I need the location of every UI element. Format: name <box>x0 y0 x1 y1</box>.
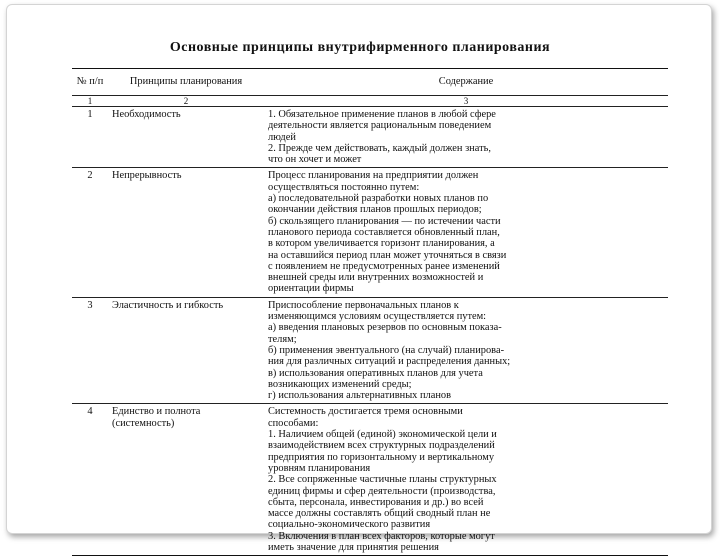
content-line: 2. Все сопряженные частичные планы структурных <box>268 474 497 486</box>
document-title: Основные принципы внутрифирменного планирования <box>169 40 551 55</box>
content-line: планового периода составляется обновленный план, <box>268 226 500 238</box>
table-row <box>72 168 668 297</box>
content-line: осуществляться постоянно путем: <box>268 181 420 193</box>
content-line: способами: <box>268 417 319 429</box>
content-line: Приспособление первоначальных планов к <box>268 299 459 311</box>
planning-principles-table <box>72 68 668 556</box>
column-index: 3 <box>264 96 668 107</box>
content-line: 3. Включения в план всех факторов, которые могут <box>268 530 495 542</box>
row-number: 4 <box>72 404 108 556</box>
content-line: в) использования оперативных планов для учета <box>268 367 483 379</box>
header-num: № п/п <box>72 69 108 96</box>
content-line: социально-экономического развития <box>268 519 431 531</box>
principle-name: Непрерывность <box>108 168 264 297</box>
principle-content <box>264 404 668 556</box>
content-line: 1. Обязательное применение планов в любой сфере <box>268 109 496 120</box>
row-number: 2 <box>72 168 108 297</box>
principle-content <box>264 107 668 168</box>
header-content: Содержание <box>264 69 668 96</box>
row-number: 3 <box>72 297 108 404</box>
content-line: изменяющимся условиям осуществляется путем: <box>268 311 487 323</box>
principle-name: Необходимость <box>108 107 264 168</box>
content-line: иметь значение для принятия решения <box>268 541 439 553</box>
content-line: 1. Наличием общей (единой) экономической цели и <box>268 429 497 441</box>
table-row <box>72 107 668 168</box>
content-line: б) скользящего планирования — по истечении части <box>268 215 501 227</box>
content-line: взаимодействием всех структурных подразделений <box>268 440 495 452</box>
content-line: в котором увеличивается горизонт планирования, а <box>268 238 495 250</box>
content-line: на оставшийся период план может уточняться в связи <box>268 249 507 261</box>
row-number: 1 <box>72 107 108 168</box>
column-index: 2 <box>108 96 264 107</box>
table-row <box>72 404 668 556</box>
content-line: предприятия по горизонтальному и вертикальному <box>268 451 495 463</box>
header-principle: Принципы планирования <box>108 69 264 96</box>
content-line: 2. Прежде чем действовать, каждый должен знать, <box>268 142 491 154</box>
content-line: массе должны составлять общий сводный план не <box>268 508 491 520</box>
content-line: людей <box>268 131 296 143</box>
content-line: уровням планирования <box>268 462 371 474</box>
content-line: что он хочет и может <box>268 154 362 166</box>
content-line: ния для различных ситуаций и распределения данных; <box>268 356 511 368</box>
column-index-row <box>72 96 668 107</box>
content-line: Процесс планирования на предприятии должен <box>268 170 479 182</box>
table-header-row <box>72 69 668 96</box>
table-row <box>72 297 668 404</box>
content-line: деятельности является рациональным поведением <box>268 120 492 132</box>
content-line: Системность достигается тремя основными <box>268 406 463 418</box>
content-line: б) применения эвентуального (на случай) планирова- <box>268 344 505 356</box>
content-line: окончании действия планов прошлых периодов; <box>268 204 482 216</box>
content-line: г) использования альтернативных планов <box>268 390 451 402</box>
content-line: а) последовательной разработки новых планов по <box>268 193 489 205</box>
content-line: ориентации фирмы <box>268 283 354 295</box>
principle-content <box>264 297 668 404</box>
principle-content <box>264 168 668 297</box>
content-line: сбыта, персонала, инвестирования и др.) во всей <box>268 496 484 508</box>
principle-name: Единство и полнота (системность) <box>108 404 264 556</box>
content-line: а) введения плановых резервов по основным показа- <box>268 322 502 334</box>
principle-name: Эластичность и гибкость <box>108 297 264 404</box>
content-line: внешней среды или внутренних возможностей и <box>268 272 484 284</box>
content-line: с появлением не предусмотренных ранее изменений <box>268 260 500 272</box>
content-line: телям; <box>268 333 297 345</box>
column-index: 1 <box>72 96 108 107</box>
content-line: единиц фирмы и сфер деятельности (производства, <box>268 485 496 497</box>
content-line: возникающих изменений среды; <box>268 378 412 390</box>
